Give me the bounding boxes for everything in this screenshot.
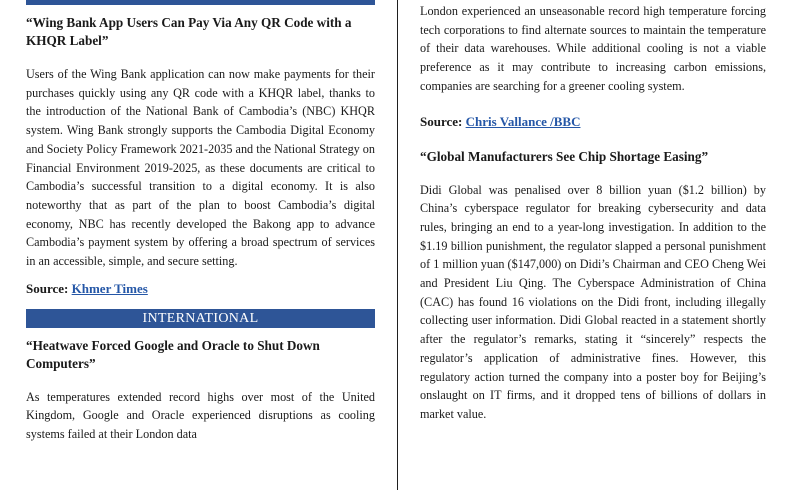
article-body-heatwave: As temperatures extended record highs over most of the United Kingdom, Google and Oracle experienced disruptions as cooling systems failed at their London data (26, 389, 375, 442)
source-label: Source: (26, 280, 69, 296)
column-divider (397, 0, 398, 490)
article-body-heatwave-continued: London experienced an unseasonable record high temperature forcing tech corporations to find alternate sources to maintain the temperature of their data warehouses. While additional cooling is not a viable preference as it may contribute to increasing carbon emissions, companies are searching for a greener cooling system. (420, 4, 766, 93)
article-body-wing-bank: Users of the Wing Bank application can now make payments for their purchases quickly using any QR code with a KHQR label, thanks to the introduction of the National Bank of Cambodia’s (NBC) KHQR system. Wing Bank strongly supports the Cambodia Digital Economy and Society Policy Framework 2021-2035 and the National Strategy on Financial Environment 2019-2025, as these documents are critical to Cambodia’s successful transition to a digital economy. It is also noteworthy that as part of the plan to boost Cambodia’s digital economy, NBC has recently developed the Bakong app to advance Cambodia’s payment system by offering a broad spectrum of services in an accessible, simple, and secure setting. (26, 67, 375, 269)
section-header-bar (26, 0, 375, 5)
left-column (26, 0, 375, 444)
article-title-chip-shortage: “Global Manufacturers See Chip Shortage Easing” (420, 148, 709, 164)
source-label: Source: (420, 113, 463, 129)
section-header-international: INTERNATIONAL (26, 309, 375, 328)
article-title-heatwave: “Heatwave Forced Google and Oracle to Shut Down Computers” (26, 337, 320, 371)
right-column (420, 2, 766, 424)
source-line (420, 113, 766, 131)
article-body-chip-shortage: Didi Global was penalised over 8 billion yuan ($1.2 billion) by China’s cyberspace regulator for breaking cybersecurity and data rules, bringing an end to a year-long investigation. In addition to the $1.19 billion punishment, the regulator slapped a personal punishment of 1 million yuan ($147,000) on Didi’s Chairman and CEO Cheng Wei and President Liu Qing. The Cyberspace Administration of China (CAC) has found 16 violations on the Didi front, including illegally collecting user information. Didi Global reacted in a statement shortly after the regulator’s remarks, stating it “sincerely” respects the regulator’s application of administrative fines. However, this regulatory action turned the company into a poster boy for Beijing’s onslaught on IT firms, and it dropped tens of billions of dollars in market value. (420, 182, 766, 421)
source-link-bbc[interactable]: Chris Vallance /BBC (465, 113, 581, 129)
article-title-wing-bank: “Wing Bank App Users Can Pay Via Any QR Code with a KHQR Label” (26, 15, 352, 48)
source-link-khmer-times[interactable]: Khmer Times (71, 280, 148, 296)
source-line (26, 280, 375, 298)
